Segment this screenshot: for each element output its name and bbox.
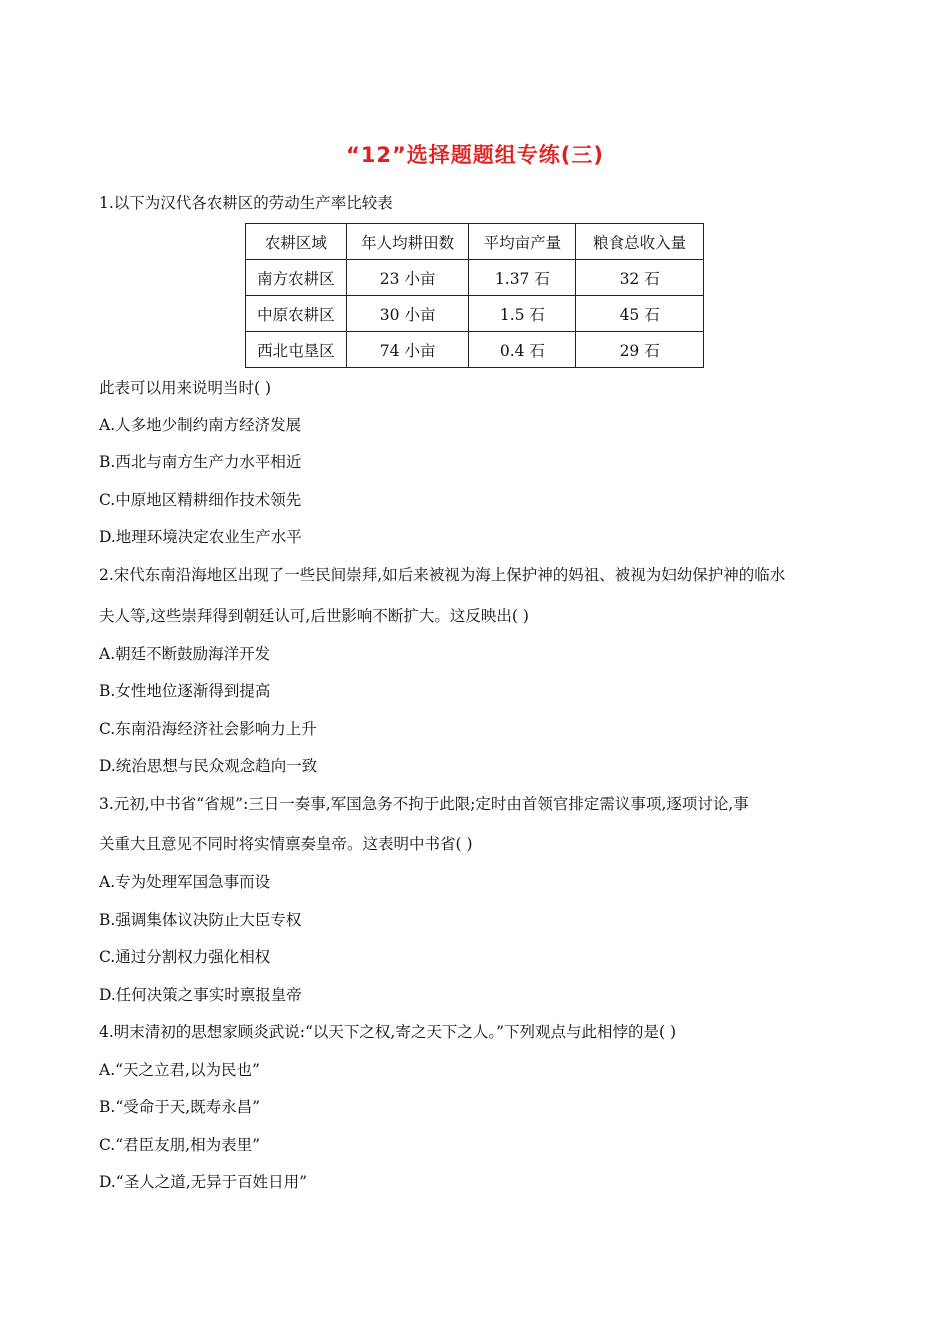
q2-option-c: C.东南沿海经济社会影响力上升 <box>99 720 317 738</box>
table-cell: 74 小亩 <box>346 332 469 368</box>
q2-option-d: D.统治思想与民众观念趋向一致 <box>99 757 318 775</box>
q3-option-c: C.通过分割权力强化相权 <box>99 948 271 966</box>
q3-option-a: A.专为处理军国急事而设 <box>99 873 271 891</box>
q4-option-c: C.“君臣友朋,相为表里” <box>99 1136 261 1154</box>
q2-option-b: B.女性地位逐渐得到提高 <box>99 682 271 700</box>
table-cell: 23 小亩 <box>346 260 469 296</box>
q1-option-b: B.西北与南方生产力水平相近 <box>99 453 302 471</box>
table-cell: 32 石 <box>576 260 704 296</box>
q2-option-a: A.朝廷不断鼓励海洋开发 <box>99 645 271 663</box>
q3-option-b: B.强调集体议决防止大臣专权 <box>99 911 302 929</box>
table-header: 农耕区域 <box>246 224 347 260</box>
table-header: 年人均耕田数 <box>346 224 469 260</box>
table-header: 粮食总收入量 <box>576 224 704 260</box>
q1-option-c: C.中原地区精耕细作技术领先 <box>99 491 302 509</box>
q4-option-d: D.“圣人之道,无异于百姓日用” <box>99 1173 308 1191</box>
table-cell: 1.5 石 <box>469 296 576 332</box>
q1-stem: 1.以下为汉代各农耕区的劳动生产率比较表 <box>99 194 393 212</box>
q3-stem-line-2: 关重大且意见不同时将实情禀奏皇帝。这表明中书省( ) <box>99 835 473 853</box>
q4-option-a: A.“天之立君,以为民也” <box>99 1061 260 1079</box>
table-cell: 29 石 <box>576 332 704 368</box>
q4-option-b: B.“受命于天,既寿永昌” <box>99 1098 261 1116</box>
table-row <box>246 260 704 296</box>
table-row <box>246 332 704 368</box>
table-cell: 南方农耕区 <box>246 260 347 296</box>
productivity-table <box>245 223 704 368</box>
q1-option-a: A.人多地少制约南方经济发展 <box>99 416 302 434</box>
q4-stem: 4.明末清初的思想家顾炎武说:“以天下之权,寄之天下之人。”下列观点与此相悖的是( ) <box>99 1023 677 1041</box>
table-cell: 30 小亩 <box>346 296 469 332</box>
q1-option-d: D.地理环境决定农业生产水平 <box>99 528 302 546</box>
q3-option-d: D.任何决策之事实时禀报皇帝 <box>99 986 302 1004</box>
table-cell: 45 石 <box>576 296 704 332</box>
q3-stem-line-1: 3.元初,中书省“省规”:三日一奏事,军国急务不拘于此限;定时由首领官排定需议事项,逐项讨论,事 <box>99 795 749 813</box>
table-cell: 西北屯垦区 <box>246 332 347 368</box>
q2-stem-line-2: 夫人等,这些崇拜得到朝廷认可,后世影响不断扩大。这反映出( ) <box>99 607 529 625</box>
table-cell: 1.37 石 <box>469 260 576 296</box>
q2-stem-line-1: 2.宋代东南沿海地区出现了一些民间崇拜,如后来被视为海上保护神的妈祖、被视为妇幼保护神的临水 <box>99 566 786 584</box>
q1-after-text: 此表可以用来说明当时( ) <box>99 379 272 397</box>
table-cell: 0.4 石 <box>469 332 576 368</box>
table-header-row <box>246 224 704 260</box>
table-cell: 中原农耕区 <box>246 296 347 332</box>
table-header: 平均亩产量 <box>469 224 576 260</box>
page-title: “12”选择题题组专练(三) <box>345 143 605 167</box>
table-row <box>246 296 704 332</box>
